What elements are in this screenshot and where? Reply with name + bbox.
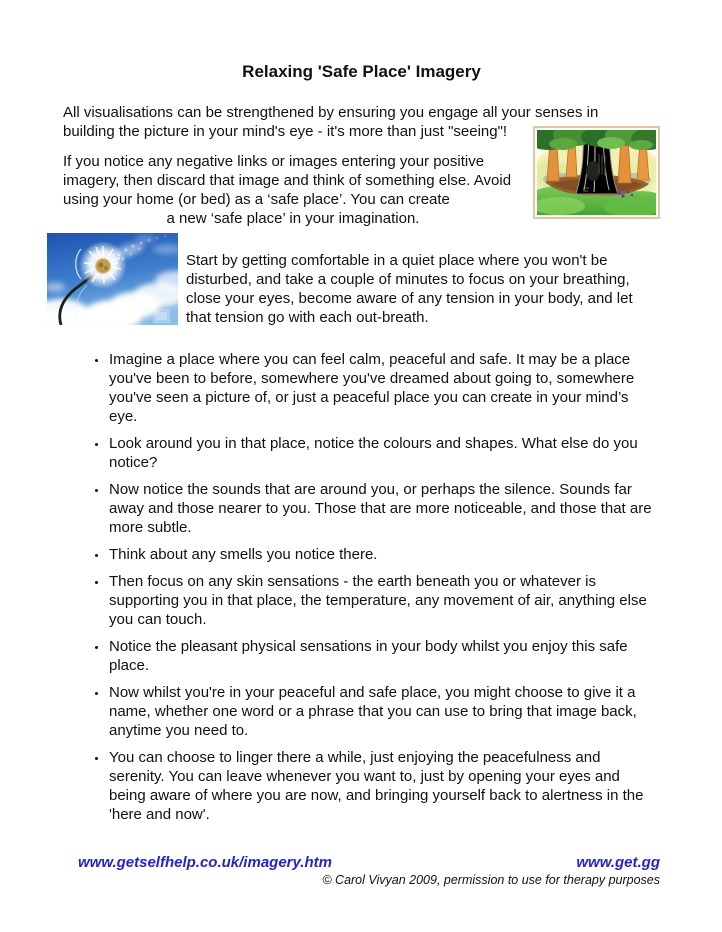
list-item-imagine: • Imagine a place where you can feel calm, peaceful and safe. It may be a place you've been to before, somewhere you've dreamed about going to, somewhere you've seen a picture of, or just a peaceful place you can create in your mind’s eye. (108, 350, 660, 426)
intro-section (63, 103, 660, 228)
getgg-link[interactable]: www.get.gg (576, 854, 660, 871)
list-item-pleasant-sensations: • Notice the pleasant physical sensations in your body whilst you enjoy this safe place. (108, 637, 660, 675)
hollow-tree-illustration (533, 126, 660, 219)
getselfhelp-imagery-link[interactable]: www.getselfhelp.co.uk/imagery.htm (78, 854, 332, 871)
page-title: Relaxing 'Safe Place' Imagery (242, 62, 481, 81)
copyright-note: © Carol Vivyan 2009, permission to use for therapy purposes (322, 873, 660, 887)
start-paragraph: Start by getting comfortable in a quiet place where you won't be disturbed, and take a couple of minutes to focus on your breathing, close your eyes, become aware of any tension in your body, and let that tension go with each out-breath. (186, 252, 633, 326)
list-item-smells: • Think about any smells you notice there. (108, 545, 660, 564)
list-item-name-it: • Now whilst you're in your peaceful and safe place, you might choose to give it a name, whether one word or a phrase that you can use to bring that image back, anytime you need to. (108, 683, 660, 740)
page-footer (63, 854, 660, 888)
intro-paragraph-1-rest: building the picture in your mind's eye - it's more than just "seeing"! (63, 123, 508, 140)
intro-paragraph-1-line1: All visualisations can be strengthened by ensuring you engage all your senses in (63, 104, 599, 121)
list-item-sounds: • Now notice the sounds that are around you, or perhaps the silence. Sounds far away and those nearer to you. Those that are more noticeable, and those that are more subtle. (108, 480, 660, 537)
list-item-linger: • You can choose to linger there a while, just enjoying the peacefulness and serenity. You can leave whenever you want to, just by opening your eyes and being aware of where you are now, and bringing yourself back to alertness in the 'here and now'. (108, 748, 660, 824)
list-item-look: • Look around you in that place, notice the colours and shapes. What else do you notice? (108, 434, 660, 472)
list-item-skin-sensations: • Then focus on any skin sensations - the earth beneath you or whatever is supporting you in that place, the temperature, any movement of air, anything else you can touch. (108, 572, 660, 629)
dandelion-sky-photo (47, 233, 178, 325)
dandelion-svg (47, 233, 178, 325)
intro-paragraph-2: If you notice any negative links or images entering your positive imagery, then discard that image and think of something else. Avoid using your home (or bed) as a ‘safe place’. You can create (63, 153, 512, 208)
instruction-list (63, 350, 660, 824)
hollow-tree-svg (537, 130, 656, 215)
start-section (63, 239, 660, 327)
intro-paragraph-2-centered-line: a new ‘safe place’ in your imagination. (166, 210, 420, 227)
